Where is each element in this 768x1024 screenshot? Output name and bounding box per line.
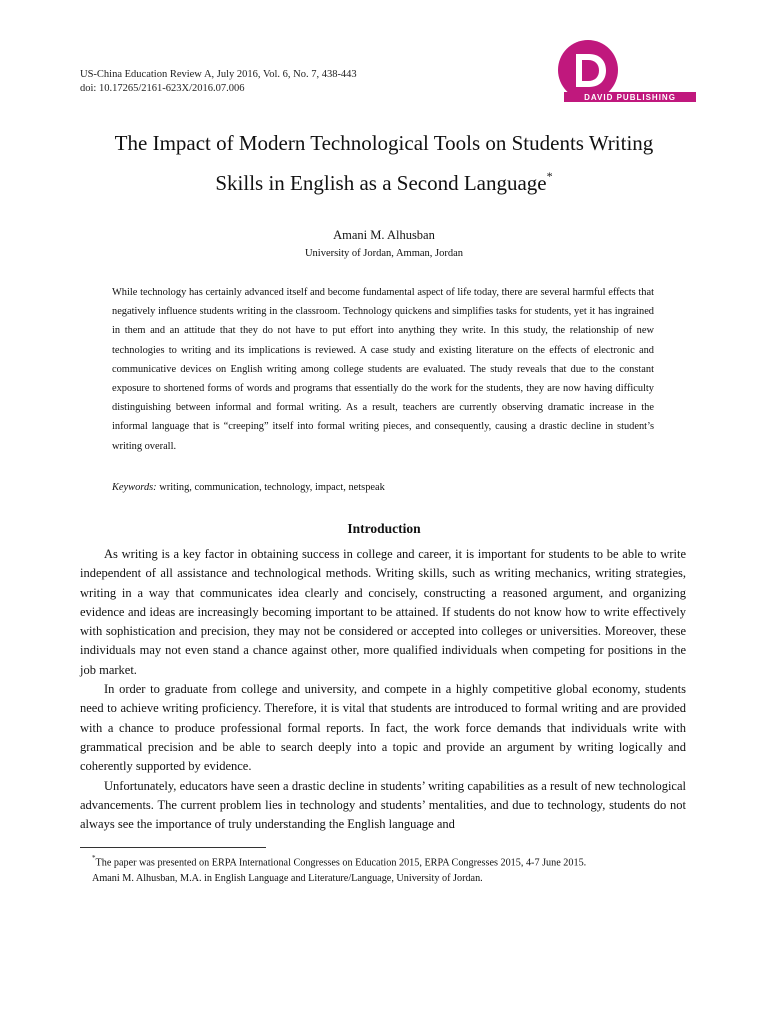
title-footnote-marker: *	[546, 169, 553, 183]
keywords-list: writing, communication, technology, impact, netspeak	[159, 482, 385, 493]
section-heading-introduction: Introduction	[347, 521, 421, 536]
logo-text: DAVID PUBLISHING	[584, 93, 676, 102]
abstract-text: While technology has certainly advanced itself and become fundamental aspect of life today, there are several harmful effects that negatively influence students writing in the classroom. Technology quickens and simplifies tasks for students, yet it has ingrained in them and an attitude that they do not have to put effort into anything they write. In this study, the relationship of new technologies to writing and its implications is reviewed. A case study and existing literature on the effects of electronic and communicative devices on English writing among college students are evaluated. The study reveals that due to the constant exposure to shortened forms of words and programs that essentially do the work for the students, they are now having difficulty distinguishing between informal and formal writing. As a result, teachers are currently observing dramatic increase in the informal language that is “creeping” itself into formal writing pieces, and consequently, causing a drastic decline in student’s writing overall.	[112, 287, 654, 452]
keywords	[112, 482, 654, 493]
publisher-logo	[556, 38, 696, 108]
doi-line: doi: 10.17265/2161-623X/2016.07.006	[80, 82, 245, 94]
author-name: Amani M. Alhusban	[333, 228, 435, 242]
body-paragraph-2: In order to graduate from college and university, and compete in a highly competitive global economy, students need to achieve writing proficiency. Therefore, it is vital that students are introduced to formal writing and are provided with a chance to produce professional formal reports. In fact, the work force demands that individuals write with grammatical precision and be able to search deeply into a topic and provide an argument by writing logically and coherently supported by evidence.	[80, 682, 686, 774]
journal-citation: US-China Education Review A, July 2016, Vol. 6, No. 7, 438-443	[80, 69, 357, 80]
journal-header	[80, 68, 357, 95]
footnote-marker: *	[92, 854, 96, 862]
title-line-1: The Impact of Modern Technological Tools on Students Writing	[114, 131, 654, 155]
footnote-divider	[80, 847, 266, 848]
keywords-label: Keywords:	[112, 482, 157, 493]
footnotes	[92, 852, 692, 886]
abstract	[112, 283, 654, 456]
title-line-2	[60, 161, 708, 201]
paper-title	[60, 126, 708, 201]
footnote-2: Amani M. Alhusban, M.A. in English Language and Literature/Language, University of Jordan.	[92, 872, 483, 884]
author-affiliation: University of Jordan, Amman, Jordan	[304, 248, 464, 259]
footnote-1-text: The paper was presented on ERPA International Congresses on Education 2015, ERPA Congresses 2015, 4-7 June 2015.	[95, 857, 587, 869]
introduction-body	[80, 545, 686, 834]
body-paragraph-1: As writing is a key factor in obtaining success in college and career, it is important for students to be able to write independent of all assistance and technological methods. Writing skills, such as writing mechanics, writing strategies, writing in a way that communicates idea clearly and concisely, constructing a reasoned argument, and organizing evidence and ideas are increasingly becoming important to be attained. If students do not know how to write effectively with sophistication and precision, they may not be considered or accepted into colleges or universities. Moreover, these individuals may not even stand a chance against other, more qualified individuals when competing for positions in the job market.	[80, 547, 686, 677]
body-paragraph-3: Unfortunately, educators have seen a drastic decline in students’ writing capabilities as a result of new technological advancements. The current problem lies in technology and students’ mentalities, and due to technology, students do not always see the importance of truly understanding the English language and	[80, 778, 686, 832]
title-line-2-text: Skills in English as a Second Language	[215, 171, 547, 195]
footnote-1	[92, 852, 692, 871]
